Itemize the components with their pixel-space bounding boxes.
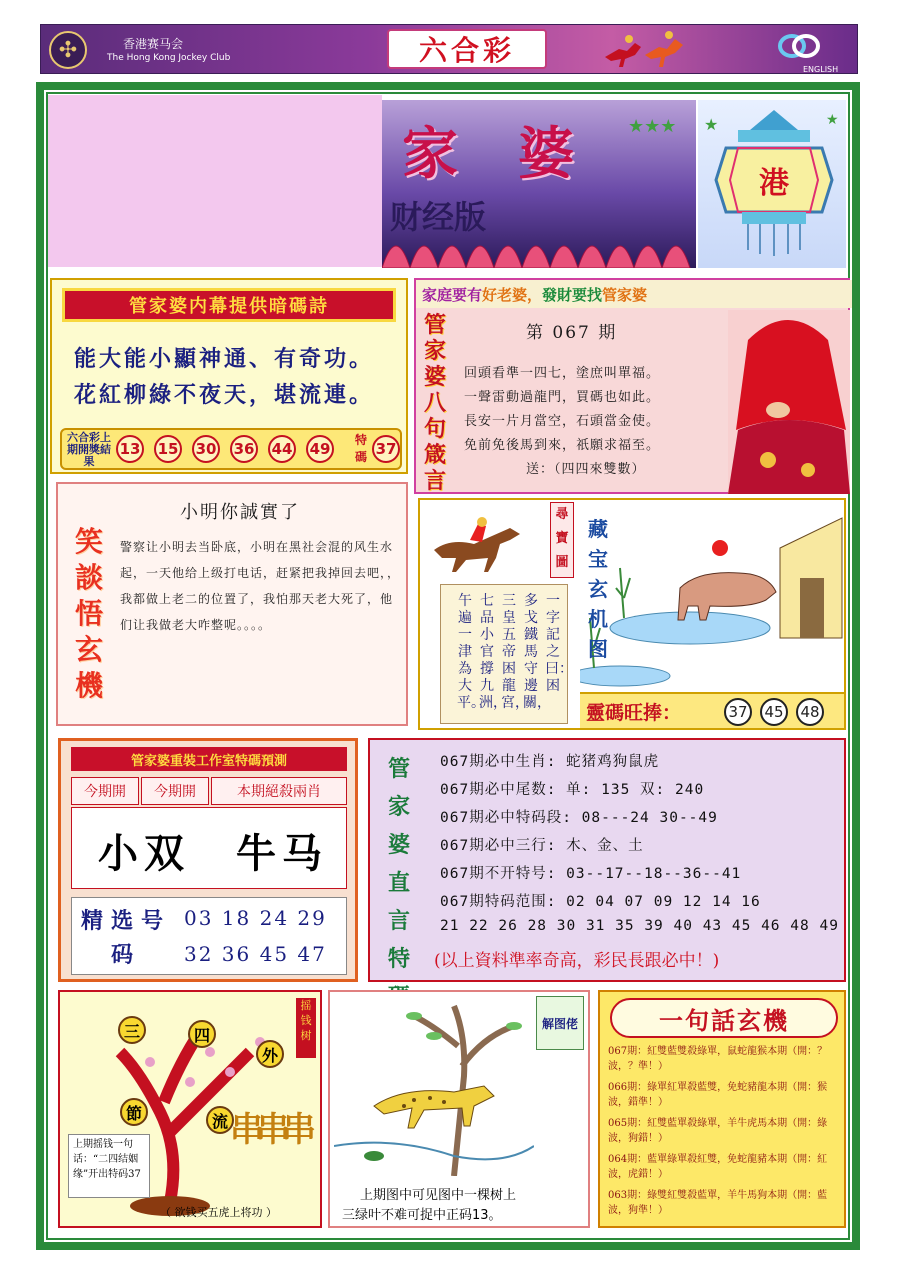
riddle-picture-panel (328, 990, 590, 1228)
poem-line-2: 花紅柳綠不夜天，堪流連。 (74, 382, 375, 408)
eight-line-heading (416, 280, 852, 308)
heading-part-c: 發財要找 (542, 285, 603, 304)
tip-line: 067期必中特码段: 08---24 30--49 (440, 810, 718, 826)
riddle-answer-line: 三绿叶不难可捉中正码13。 (342, 1208, 502, 1223)
special-number-ball: 37 (372, 435, 400, 463)
selected-numbers-box (71, 897, 347, 975)
pig-scene-image (580, 508, 844, 694)
proverb-line: 免前免後馬到來，祇願求福至。 (464, 438, 661, 453)
tree-ball: 外 (256, 1040, 284, 1068)
special-prediction-panel (58, 738, 358, 982)
money-tree-panel (58, 990, 322, 1228)
result-ball: 49 (306, 435, 334, 463)
banner-title: 家婆 (402, 121, 634, 187)
lucky-numbers-label: 靈碼旺捧： (586, 702, 682, 724)
scroll-column: 七品小官撐九洲， (479, 593, 507, 711)
jockey-club-logo-icon[interactable]: ✣ (49, 31, 87, 69)
riddle-history-row: 066期：綠單紅單殺藍雙，免蛇豬龍本期（開：猴波，錯準！） (608, 1082, 828, 1108)
english-link[interactable]: ENGLISH (803, 65, 839, 74)
lucky-ball: 45 (760, 698, 788, 726)
riddle-history-row: 067期：紅雙藍雙殺綠單，鼠蛇龍猴本期（開：？波，？準！） (608, 1046, 828, 1072)
prediction-main (71, 807, 347, 889)
lucky-numbers-bar (580, 692, 844, 728)
poem-line-1: 能大能小顯神通、有奇功。 (74, 346, 375, 372)
special-number-label: 特碼 (354, 433, 367, 464)
proverb-line: 送：（四四來雙數） (526, 462, 646, 477)
selected-numbers-row: 32 36 45 47 (184, 942, 327, 966)
result-ball: 36 (230, 435, 258, 463)
prediction-header: 今期開 (141, 777, 209, 805)
last-results-bar (60, 428, 402, 470)
tip-line: 21 22 26 28 30 31 35 39 40 43 45 46 48 49 (440, 918, 839, 934)
tip-line: 067期特码范围: 02 04 07 09 12 14 16 (440, 894, 761, 910)
lantern-panel (696, 98, 848, 270)
seek-treasure-tag: 尋寶圖 (550, 502, 574, 578)
lantern-character: 港 (759, 166, 789, 201)
prediction-killed-zodiac: 牛马 (236, 830, 328, 877)
tree-ball: 四 (188, 1020, 216, 1048)
riddle-history-row: 063期：綠雙紅雙殺藍單，羊牛馬狗本期（開：藍波，狗準！） (608, 1190, 828, 1216)
prediction-header: 本期絕殺兩肖 (211, 777, 347, 805)
result-ball: 13 (116, 435, 144, 463)
lotus-decoration-icon (382, 224, 696, 268)
direct-tips-vertical-title: 管家婆直言特 (387, 756, 410, 972)
eight-line-vertical-title: 管家婆八句箴言 (423, 312, 446, 494)
tip-line: 067期必中生肖: 蛇猪鸡狗鼠虎 (440, 754, 660, 770)
riddle-history-row: 064期：藍單綠單殺紅雙，免蛇龍豬本期（開：紅波，虎錯！） (608, 1154, 828, 1180)
poem-panel (50, 278, 408, 474)
scroll-column: 多戈鐵馬守邊關， (523, 593, 551, 711)
riddle-answer-line: 上期图中可见图中一棵树上 (360, 1188, 517, 1203)
racing-horses-icon (601, 27, 691, 71)
lucky-ball: 48 (796, 698, 824, 726)
one-line-riddle-panel (598, 990, 846, 1228)
scroll-column: 三皇五帝困龍宮， (501, 593, 529, 711)
heading-part-d: 管家婆 (602, 285, 648, 304)
hkjc-rings-icon[interactable] (775, 31, 823, 61)
star-decoration-icon: ★★★ (628, 116, 677, 137)
money-tree-footer: （ 欲钱买五虎上将功 ） (160, 1206, 277, 1219)
horse-rider-icon (430, 514, 526, 576)
proverb-line: 長安一片月當空，石頭當金使。 (464, 414, 661, 429)
poem-title: 管家婆内幕提供暗碼詩 (62, 288, 396, 322)
joke-vertical-title: 笑談悟玄機 (74, 525, 103, 702)
proverb-line: 回頭看準一四七，塗庶叫單福。 (464, 366, 661, 381)
proverb-line: 一聲雷動過龍門，買碼也如此。 (464, 390, 661, 405)
lucky-ball: 37 (724, 698, 752, 726)
decode-expert-tag: 解图佬 (536, 996, 584, 1050)
prediction-size-parity: 小双 (98, 830, 190, 877)
tip-line: 067期必中三行: 木、金、土 (440, 838, 644, 854)
joke-title: 小明你誠實了 (180, 502, 300, 523)
selected-numbers-label: 精选号码 (80, 908, 171, 968)
money-tree-tag: 摇钱树 (296, 998, 316, 1058)
joke-panel (56, 482, 408, 726)
blank-pink-panel (48, 95, 382, 267)
top-header-bar (40, 24, 858, 74)
banner-image (382, 100, 696, 268)
selected-numbers-row: 03 18 24 29 (184, 906, 327, 930)
page-title: 六合彩 (387, 29, 547, 69)
last-issue-note: 上期摇钱一句话：“二四结姻缘”开出特码37 (68, 1134, 150, 1198)
eight-line-proverb-panel (414, 278, 850, 494)
tree-ball: 三 (118, 1016, 146, 1044)
prediction-header: 今期開 (71, 777, 139, 805)
leopard-tree-image (334, 996, 534, 1176)
tree-ball: 節 (120, 1098, 148, 1126)
result-ball: 30 (192, 435, 220, 463)
result-ball: 15 (154, 435, 182, 463)
issue-number: 第 067 期 (526, 323, 618, 343)
banner-subtitle: 财经版 (390, 198, 487, 236)
one-line-riddle-title: 一句話玄機 (610, 998, 838, 1038)
tip-line: 067期必中尾数: 单: 135 双: 240 (440, 782, 705, 798)
svg-text:★: ★ (704, 115, 719, 134)
org-name-en: The Hong Kong Jockey Club (107, 53, 231, 63)
hidden-treasure-vertical: 藏宝玄机图 (588, 517, 608, 661)
direct-tips-footer: (以上資料準率奇高，彩民長跟必中！) (434, 951, 720, 971)
money-string-icon: 串串串 (230, 1110, 308, 1150)
heading-part-b: 好老婆， (482, 285, 543, 304)
scroll-column: 一字記之曰：困 (545, 593, 573, 694)
treasure-map-panel (418, 498, 846, 730)
result-ball: 44 (268, 435, 296, 463)
joke-text: 警察让小明去当卧底，小明在黑社会混的风生水起，一天他给上级打电话，赶紧把我掉回去吧，，我都做上老二的位置了，我怕那天老大死了，他们让我做老大咋整呢。。。。 (120, 540, 401, 632)
tip-line: 067期不开特号: 03--17--18--36--41 (440, 866, 742, 882)
svg-text:★: ★ (826, 112, 839, 128)
scroll-column: 午遍一津為大平。 (457, 593, 485, 711)
last-results-label: 六合彩上期開獎結果 (67, 431, 111, 468)
direct-tips-panel (368, 738, 846, 982)
org-name-cn: 香港赛马会 (123, 37, 184, 51)
riddle-scroll (440, 584, 573, 724)
heading-part-a: 家庭要有 (422, 285, 483, 304)
bride-image (728, 310, 850, 494)
riddle-history-row: 065期：紅雙藍單殺綠單，羊牛虎馬本期（開：綠波，狗錯！） (608, 1118, 828, 1144)
prediction-title: 管家婆重裝工作室特碼預測 (71, 747, 347, 771)
tree-ball: 流 (206, 1106, 234, 1134)
